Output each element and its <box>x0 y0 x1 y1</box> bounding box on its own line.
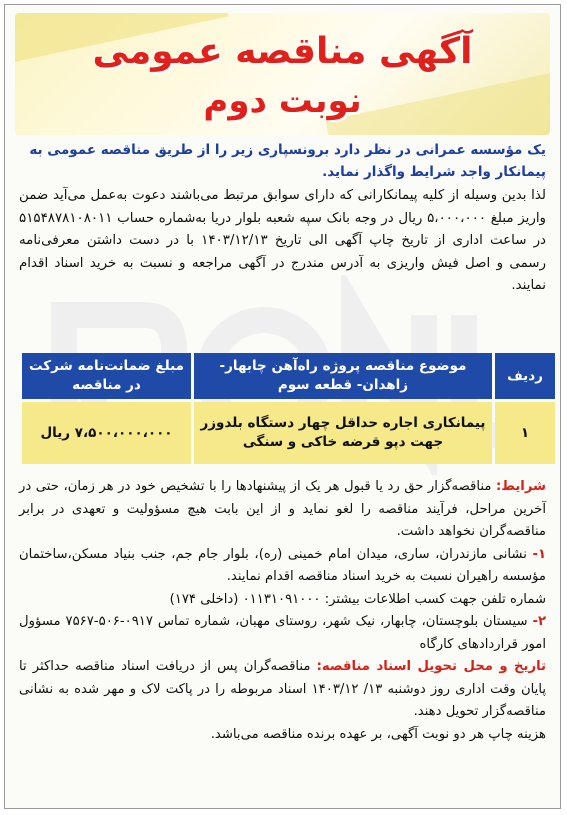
invitation-paragraph: لذا بدین وسیله از کلیه پیمانکارانی که دارای سوابق مرتبط می‌باشند دعوت به‌عمل می‌آید ضمن واریز مبلغ ۵،۰۰۰،۰۰۰ ریال در وجه بانک سپه شعبه بلوار دریا به‌شماره حساب ۵۱۵۴۸۷۸۱۰۸۰۱۱ در ساعت اداری از تاریخ چاپ آگهی الی تاریخ ۱۴۰۳/۱۲/۱۳ با در دست داشتن معرفی‌نامه رسمی و اصل فیش واریزی به آدرس مندرج در آگهی مراجعه و نسبت به خرید اسناد اقدام نمایند. <box>19 188 547 293</box>
terms-section <box>19 476 546 746</box>
notice-title: آگهی مناقصه عمومی <box>92 31 473 72</box>
address-2-label: ۲- <box>532 614 546 629</box>
table-header-row <box>22 353 555 399</box>
address-2-paragraph <box>19 611 546 656</box>
header-banner <box>15 13 550 135</box>
intro-text: یک مؤسسه عمرانی در نظر دارد برونسپاری زیر را از طریق مناقصه عمومی به پیمانکار واجد شرایط واگذار نماید. <box>29 142 546 180</box>
tender-table <box>19 350 558 467</box>
address-1-text: نشانی مازندران، ساری، میدان امام خمینی (ره)، بلوار جام جم، جنب بنیاد مسکن،ساختمان مؤسسه راهیران نسبت به خرید اسناد مناقصه اقدام نمایند. <box>19 546 546 584</box>
address-2-text: سیستان بلوچستان، چابهار، نیک شهر، روستای مهبان، شماره تماس ۰۹۱۷-۵۰۶-۷۵۶۷ مسؤول امور قراردادهای کارگاه <box>19 614 546 652</box>
address-1-label: ۱- <box>532 546 546 562</box>
conditions-label: شرایط: <box>495 479 546 494</box>
cell-subject: پیمانکاری اجاره حداقل چهار دستگاه بلدوزر جهت دپو قرضه خاکی و سنگی <box>194 402 492 464</box>
cell-row-number: ۱ <box>495 402 555 464</box>
address-1-paragraph <box>19 544 546 589</box>
header-row-number: ردیف <box>495 353 555 399</box>
header-guarantee: مبلغ ضمانت‌نامه شرکت در مناقصه <box>22 353 191 399</box>
conditions-paragraph <box>19 476 546 544</box>
table-row <box>22 402 555 464</box>
header-subject: موضوع مناقصه پروژه راه‌آهن چابهار-زاهدان- قطعه سوم <box>194 353 492 399</box>
delivery-paragraph <box>19 656 546 724</box>
delivery-text: مناقصه‌گران پس از دریافت اسناد مناقصه حداکثر تا پایان وقت اداری روز دوشنبه ۱۳/ ۱۴۰۳/۱۲ اسناد مربوطه را در پاکت لاک و مهر شده به نشانی مناقصه‌گزار تحویل دهند. <box>19 659 547 719</box>
cost-note: هزینه چاپ هر دو نوبت آگهی، بر عهده برنده مناقصه می‌باشد. <box>210 726 546 742</box>
notice-subtitle: نوبت دوم <box>203 81 362 121</box>
notice-frame <box>4 4 561 809</box>
phone-line: شماره تلفن جهت کسب اطلاعات بیشتر: ۰۱۱۳۱۰۹۱۰۰۰ (داخلی ۱۷۴) <box>169 591 546 607</box>
delivery-label: تاریخ و محل تحویل اسناد مناقصه: <box>316 659 546 674</box>
conditions-text: مناقصه‌گزار حق رد یا قبول هر یک از پیشنهادها را با تشخیص خود در هر زمان، حتی در آخرین مراحل، فرآیند مناقصه را لغو نماید و از این بابت هیچ مسؤولیت و تعهدی در برابر مناقصه‌گران نخواهد داشت. <box>19 479 546 539</box>
cell-guarantee-amount: ۷،۵۰۰،۰۰۰،۰۰۰ ریال <box>22 402 191 464</box>
